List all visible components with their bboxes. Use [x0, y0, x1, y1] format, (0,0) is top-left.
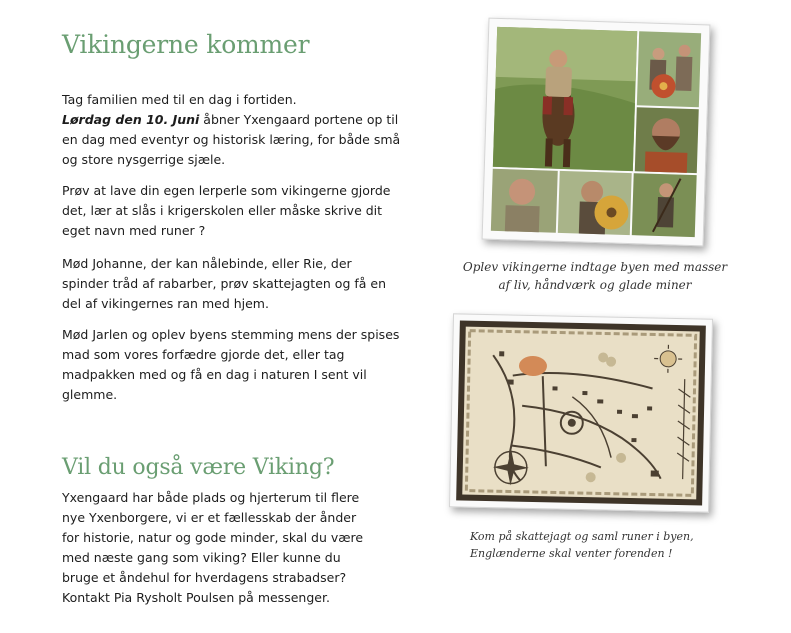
intro-paragraph — [62, 90, 422, 170]
text-line: spinder tråd af rabarber, prøv skattejagten og få en — [62, 276, 386, 291]
text-line: og store nysgerrige sjæle. — [62, 152, 226, 167]
caption-line: Oplev vikingerne indtage byen med masser — [462, 260, 728, 274]
caption-line: Englænderne skal venter forenden ! — [470, 547, 673, 560]
text-line: glemme. — [62, 387, 118, 402]
text-line: for historie, natur og gode minder, skal du være — [62, 530, 364, 545]
text-line: med næste gang som viking? Eller kunne du — [62, 550, 341, 565]
text-line: det, lær at slås i krigerskolen eller måske skrive dit — [62, 203, 383, 218]
photo-caption — [462, 258, 728, 294]
text-line: eget navn med runer ? — [62, 223, 206, 238]
crafts-paragraph — [62, 254, 422, 314]
text-line: Prøv at lave din egen lerperle som vikingerne gjorde — [62, 183, 391, 198]
page-title: Vikingerne kommer — [62, 30, 310, 59]
viking-photo-collage — [482, 18, 711, 247]
caption-line: af liv, håndværk og glade miner — [498, 278, 692, 292]
text-line: nye Yxenborgere, vi er et fællesskab der ånder — [62, 510, 357, 525]
treasure-map-image — [449, 313, 713, 512]
text-line: Mød Jarlen og oplev byens stemming mens der spises — [62, 327, 400, 342]
text-line: mad som vores forfædre gjorde det, eller tag — [62, 347, 345, 362]
text-line: Mød Johanne, der kan nålebinde, eller Rie, der — [62, 256, 352, 271]
text-line — [62, 110, 422, 130]
caption-line: Kom på skattejagt og saml runer i byen, — [470, 530, 694, 543]
text-line: bruge et åndehul for hverdagens strabadser? — [62, 570, 347, 585]
jarl-paragraph — [62, 325, 422, 405]
map-caption — [470, 528, 730, 562]
text-line: Kontakt Pia Rysholt Poulsen på messenger. — [62, 590, 330, 605]
text-line: en dag med eventyr og historisk læring, for både små — [62, 132, 401, 147]
section-heading: Vil du også være Viking? — [62, 455, 335, 480]
text-fragment: åbner Yxengaard portene op til — [199, 112, 399, 127]
text-line: Tag familien med til en dag i fortiden. — [62, 92, 297, 107]
text-line: del af vikingernes ran med hjem. — [62, 296, 269, 311]
activities-paragraph — [62, 181, 422, 241]
text-line: madpakken med og få en dag i naturen I sent vil — [62, 367, 367, 382]
text-line: Yxengaard har både plads og hjerterum til flere — [62, 490, 360, 505]
event-date: Lørdag den 10. Juni — [62, 112, 200, 127]
join-paragraph — [62, 488, 392, 608]
